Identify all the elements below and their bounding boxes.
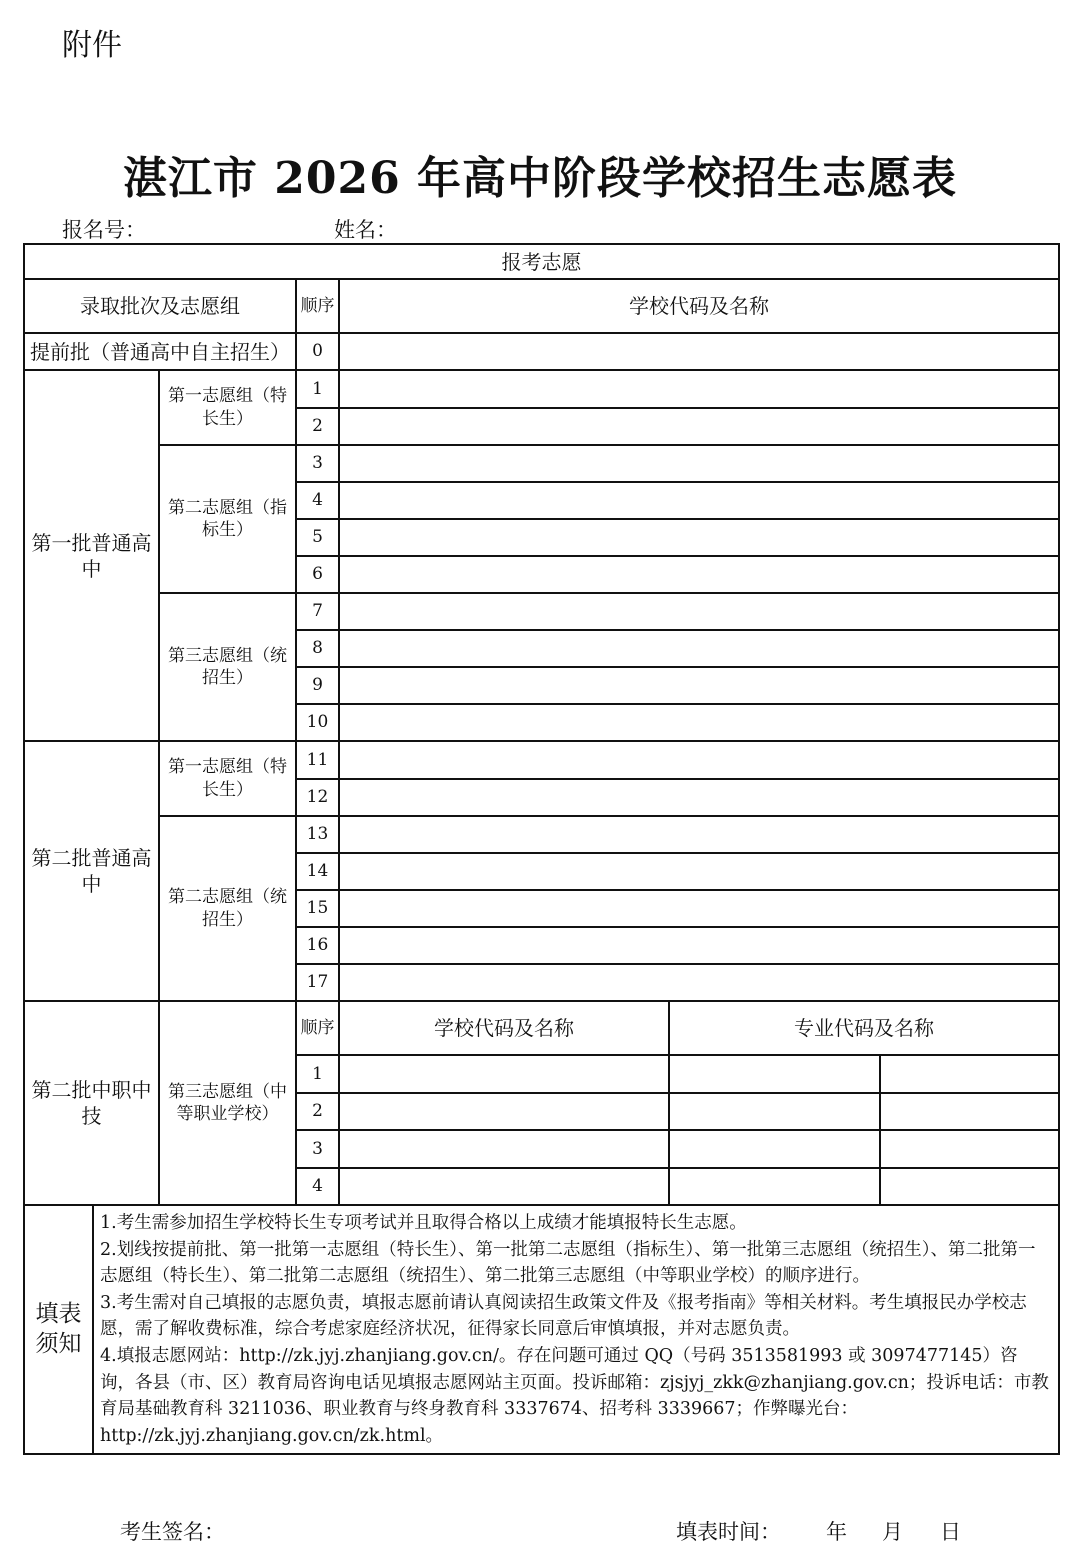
school-input-cell[interactable] [339,370,1059,408]
application-form-table [23,243,1060,1455]
major-input-cell[interactable] [880,1093,1059,1130]
school-input-cell[interactable] [339,816,1059,853]
school-input-cell[interactable] [339,704,1059,741]
batch1-group2-label: 第二志愿组（指标生） [159,445,296,593]
seq-number: 6 [296,556,339,593]
seq-number: 8 [296,630,339,667]
note-item: 1.考生需参加招生学校特长生专项考试并且取得合格以上成绩才能填报特长生志愿。 [100,1213,747,1233]
seq-number: 16 [296,927,339,964]
seq-number: 13 [296,816,339,853]
school-input-cell[interactable] [339,927,1059,964]
page-title: 湛江市 2026 年高中阶段学校招生志愿表 [122,153,958,204]
col-header-school: 学校代码及名称 [339,279,1059,333]
batch1-label: 第一批普通高中 [24,370,159,741]
school-input-cell[interactable] [339,556,1059,593]
month-label: 月 [882,1520,903,1544]
attachment-label: 附件 [62,28,122,63]
note-item: 2.划线按提前批、第一批第一志愿组（特长生）、第一批第二志愿组（指标生）、第一批第三志愿组（统招生）、第二批第一志愿组（特长生）、第二批第二志愿组（统招生）、第二批第三志愿组（中等职业学校）的顺序进行。 [100,1239,1036,1287]
seq-number: 9 [296,667,339,704]
early-batch-label [24,333,296,370]
school-input-cell[interactable] [339,482,1059,519]
school-input-cell[interactable] [339,853,1059,890]
batch2-group2-label: 第二志愿组（统招生） [159,816,296,1001]
seq-number: 4 [296,482,339,519]
school-input-cell[interactable] [339,1055,669,1093]
school-input-cell[interactable] [339,333,1059,370]
col-header-seq: 顺序 [296,279,339,333]
school-input-cell[interactable] [339,779,1059,816]
school-input-cell[interactable] [339,1168,669,1205]
batch1-group1-label: 第一志愿组（特长生） [159,370,296,445]
seq-number: 5 [296,519,339,556]
batch3-label: 第二批中职中技 [24,1001,159,1205]
seq-number: 3 [296,1130,339,1168]
major-input-cell[interactable] [880,1168,1059,1205]
col-header-school: 学校代码及名称 [339,1001,669,1055]
seq-number: 0 [296,333,339,370]
note-item: 4.填报志愿网站：http://zk.jyj.zhanjiang.gov.cn/。存在问题可通过 QQ（号码 3513581993 或 3097477145）咨询，各县（市、区）教育局咨询电话见填报志愿网站主页面。投诉邮箱：zjsjyj_zkk@zhanjiang.gov.cn；投诉电话：市教育局基础教育科 3211036、职业教育与终身教育科 3337674、招考科 3339667；作弊曝光台：http://zk.jyj.zhanjiang.gov.cn/zk.html。 [100,1345,1049,1446]
seq-number: 1 [296,1055,339,1093]
seq-number: 10 [296,704,339,741]
school-input-cell[interactable] [339,1130,669,1168]
col-header-seq: 顺序 [296,1001,339,1055]
seq-number: 17 [296,964,339,1001]
col-header-major: 专业代码及名称 [669,1001,1059,1055]
major-input-cell[interactable] [880,1130,1059,1168]
seq-number: 12 [296,779,339,816]
seq-number: 2 [296,408,339,445]
col-header-batch: 录取批次及志愿组 [24,279,296,333]
name-label: 姓名： [334,218,397,242]
early-batch-text: 提前批（普通高中自主招生） [30,339,290,364]
notes-section [24,1205,1059,1454]
batch2-group1-label: 第一志愿组（特长生） [159,741,296,816]
notes-body [93,1206,1058,1453]
seq-number: 11 [296,741,339,779]
batch1-group3-label: 第三志愿组（统招生） [159,593,296,741]
year-label: 年 [826,1520,847,1544]
seq-number: 15 [296,890,339,927]
seq-number: 3 [296,445,339,482]
seq-number: 2 [296,1093,339,1130]
school-input-cell[interactable] [339,593,1059,630]
seq-number: 1 [296,370,339,408]
school-input-cell[interactable] [339,964,1059,1001]
major-input-cell[interactable] [669,1130,880,1168]
fill-date-label: 填表时间： [676,1520,781,1544]
major-input-cell[interactable] [669,1168,880,1205]
school-input-cell[interactable] [339,519,1059,556]
seq-number: 4 [296,1168,339,1205]
school-input-cell[interactable] [339,630,1059,667]
batch2-label: 第二批普通高中 [24,741,159,1001]
school-input-cell[interactable] [339,445,1059,482]
school-input-cell[interactable] [339,741,1059,779]
note-item: 3.考生需对自己填报的志愿负责，填报志愿前请认真阅读招生政策文件及《报考指南》等相关材料。考生填报民办学校志愿，需了解收费标准，综合考虑家庭经济状况，征得家长同意后审慎填报，并对志愿负责。 [100,1292,1027,1340]
school-input-cell[interactable] [339,667,1059,704]
seq-number: 7 [296,593,339,630]
notes-label: 填表须知 [25,1206,93,1453]
school-input-cell[interactable] [339,408,1059,445]
school-input-cell[interactable] [339,890,1059,927]
batch3-group-label: 第三志愿组（中等职业学校） [159,1001,296,1205]
school-input-cell[interactable] [339,1093,669,1130]
seq-number: 14 [296,853,339,890]
major-input-cell[interactable] [669,1093,880,1130]
major-input-cell[interactable] [880,1055,1059,1093]
registration-number-label: 报名号： [62,218,146,242]
major-input-cell[interactable] [669,1055,880,1093]
day-label: 日 [940,1520,961,1544]
signature-label: 考生签名： [120,1520,225,1544]
table-caption: 报考志愿 [24,244,1059,279]
